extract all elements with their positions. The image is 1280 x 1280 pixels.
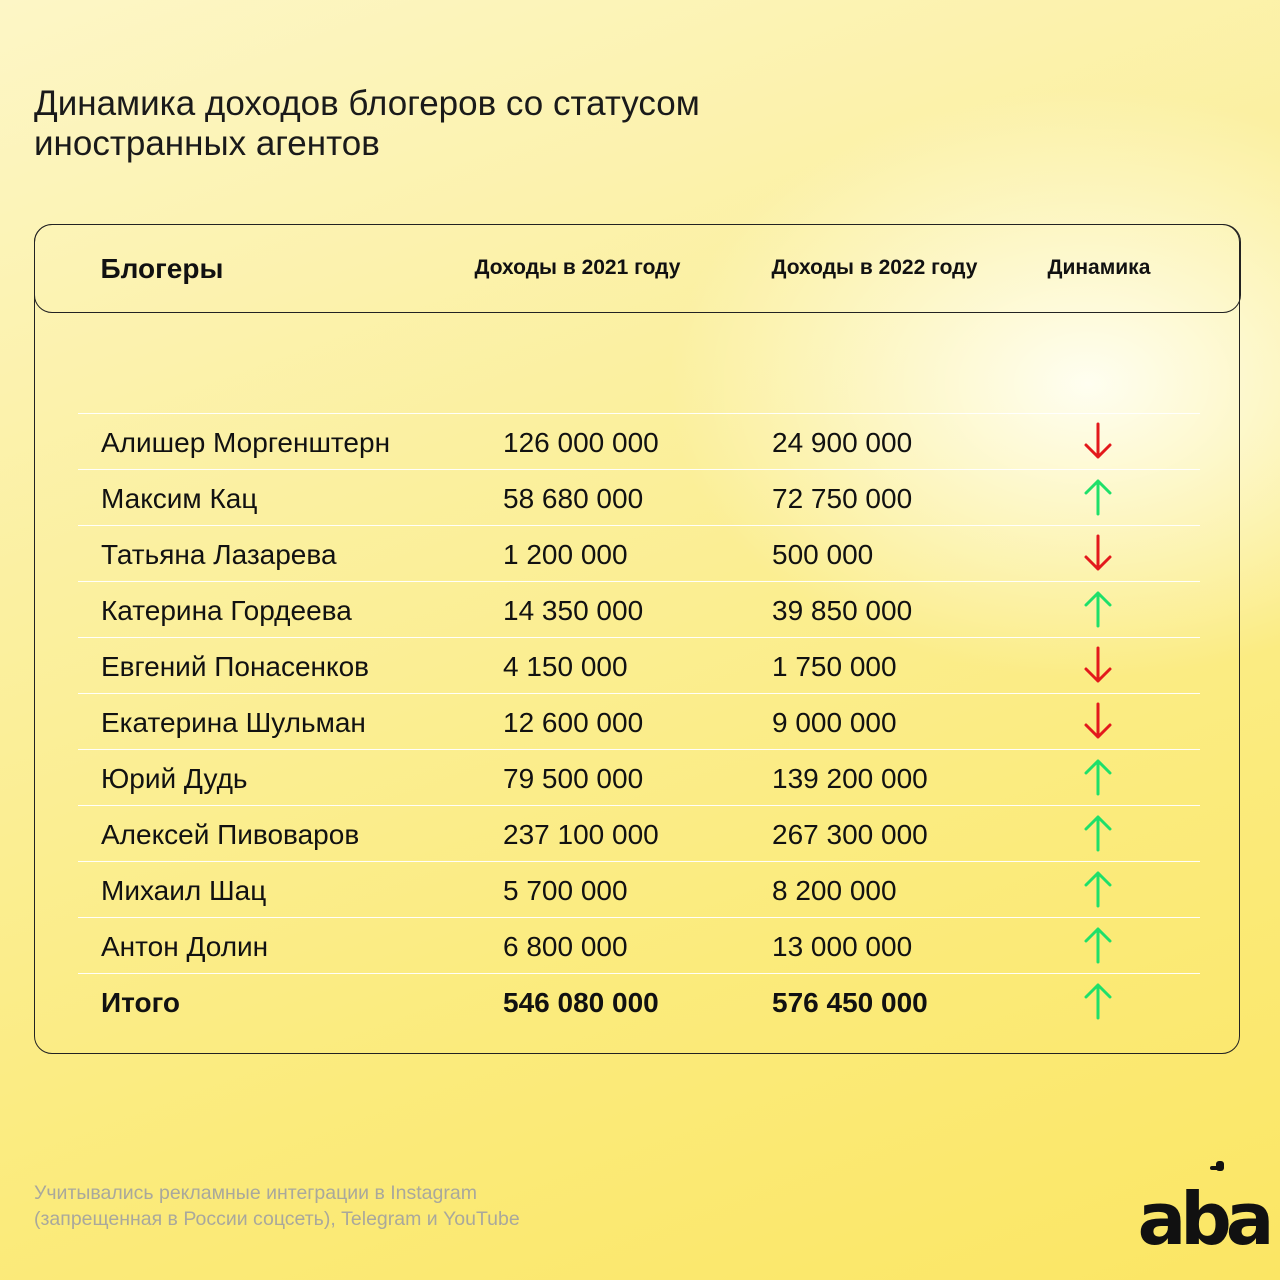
- arrow-up-icon: [1083, 813, 1113, 853]
- table-row: [78, 525, 1200, 581]
- header-income-2022: Доходы в 2022 году: [771, 255, 978, 279]
- table-body: [78, 413, 1200, 1029]
- arrow-up-icon: [1083, 869, 1113, 909]
- income-2022: 13 000 000: [772, 931, 913, 962]
- income-2022: 9 000 000: [772, 707, 897, 738]
- table-row: [78, 693, 1200, 749]
- income-table: [34, 224, 1240, 1054]
- total-row: [78, 973, 1200, 1029]
- blogger-name: Антон Долин: [101, 931, 269, 962]
- table-row: [78, 749, 1200, 805]
- income-2021: 546 080 000: [503, 987, 659, 1018]
- arrow-up-icon: [1083, 981, 1113, 1021]
- income-2021: 58 680 000: [503, 483, 644, 514]
- table-row: [78, 469, 1200, 525]
- blogger-name: Михаил Шац: [101, 875, 267, 906]
- arrow-down-icon: [1083, 533, 1113, 573]
- table-header: [34, 224, 1241, 313]
- footnote: [34, 1180, 734, 1232]
- income-2022: 139 200 000: [772, 763, 928, 794]
- table-row: [78, 413, 1200, 469]
- page-title: [34, 84, 934, 164]
- aba-logo: [1137, 1158, 1269, 1261]
- income-2021: 4 150 000: [503, 651, 628, 682]
- arrow-down-icon: [1083, 645, 1113, 685]
- blogger-name: Алишер Моргенштерн: [101, 427, 391, 458]
- income-2021: 12 600 000: [503, 707, 644, 738]
- footnote-line-2: (запрещенная в России соцсеть), Telegram и YouTube: [34, 1208, 520, 1230]
- income-2022: 267 300 000: [772, 819, 928, 850]
- income-2021: 5 700 000: [503, 875, 628, 906]
- income-2022: 576 450 000: [772, 987, 928, 1018]
- header-bloggers: Блогеры: [100, 252, 224, 284]
- table-row: [78, 861, 1200, 917]
- blogger-name: Итого: [101, 987, 180, 1018]
- income-2021: 6 800 000: [503, 931, 628, 962]
- income-2021: 14 350 000: [503, 595, 644, 626]
- footnote-line-1: Учитывались рекламные интеграции в Instagram: [34, 1182, 477, 1204]
- arrow-down-icon: [1083, 701, 1113, 741]
- income-2022: 39 850 000: [772, 595, 913, 626]
- income-2022: 24 900 000: [772, 427, 913, 458]
- blogger-name: Евгений Понасенков: [101, 651, 370, 682]
- income-2022: 8 200 000: [772, 875, 897, 906]
- arrow-up-icon: [1083, 589, 1113, 629]
- income-2022: 500 000: [772, 539, 874, 570]
- table-row: [78, 637, 1200, 693]
- table-row: [78, 917, 1200, 973]
- table-row: [78, 581, 1200, 637]
- header-income-2021: Доходы в 2021 году: [474, 255, 681, 279]
- arrow-up-icon: [1083, 925, 1113, 965]
- arrow-up-icon: [1083, 757, 1113, 797]
- income-2021: 126 000 000: [503, 427, 659, 458]
- blogger-name: Алексей Пивоваров: [101, 819, 360, 850]
- blogger-name: Максим Кац: [101, 483, 258, 514]
- income-2021: 237 100 000: [503, 819, 659, 850]
- logo-text: aba: [1137, 1177, 1269, 1261]
- header-dynamics: Динамика: [1047, 255, 1151, 279]
- blogger-name: Екатерина Шульман: [101, 707, 366, 738]
- table-row: [78, 805, 1200, 861]
- income-2021: 79 500 000: [503, 763, 644, 794]
- arrow-up-icon: [1083, 477, 1113, 517]
- income-2022: 72 750 000: [772, 483, 913, 514]
- blogger-name: Татьяна Лазарева: [101, 539, 337, 570]
- blogger-name: Юрий Дудь: [101, 763, 248, 794]
- arrow-down-icon: [1083, 421, 1113, 461]
- income-2022: 1 750 000: [772, 651, 897, 682]
- blogger-name: Катерина Гордеева: [101, 595, 352, 626]
- title-line-2: иностранных агентов: [34, 124, 380, 163]
- income-2021: 1 200 000: [503, 539, 628, 570]
- title-line-1: Динамика доходов блогеров со статусом: [34, 84, 700, 123]
